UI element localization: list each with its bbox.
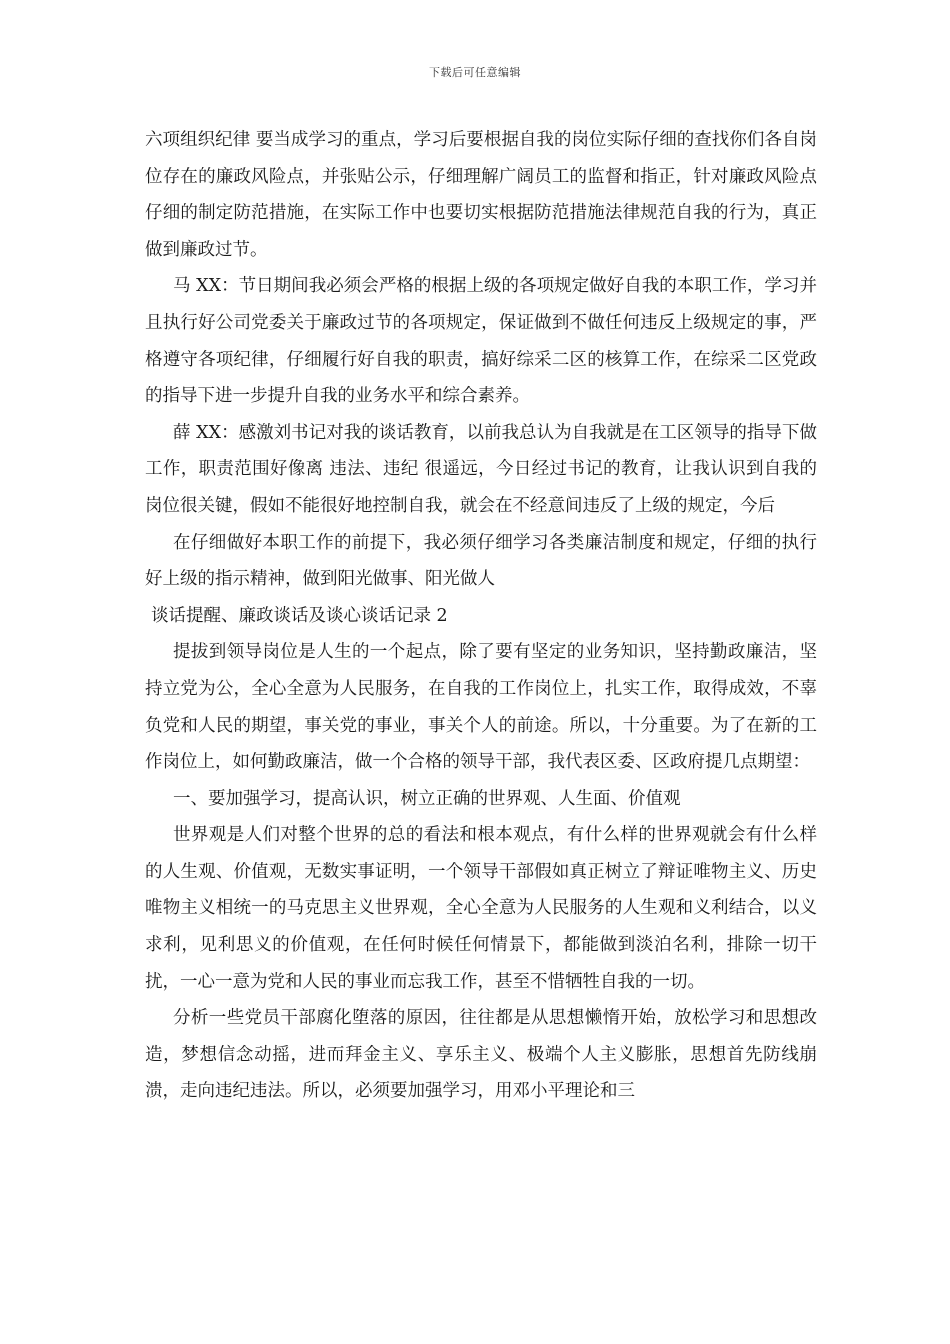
paragraph-continuation: 六项组织纪律 要当成学习的重点，学习后要根据自我的岗位实际仔细的查找你们各自岗位存在的廉政风险点，并张贴公示，仔细理解广阔员工的监督和指正，针对廉政风险点仔细的制定防范措施，在实际工作中也要切实根据防范措施法律规范自我的行为，真正做到廉政过节。: [145, 130, 817, 260]
section-heading: 谈话提醒、廉政谈话及谈心谈话记录 2: [151, 605, 448, 626]
subheading-point-one: 一、要加强学习，提高认识，树立正确的世界观、人生面、价值观: [173, 788, 681, 809]
paragraph-intro: 提拔到领导岗位是人生的一个起点，除了要有坚定的业务知识，坚持勤政廉洁，坚持立党为公，全心全意为人民服务，在自我的工作岗位上，扎实工作，取得成效，不辜负党和人民的期望，事关党的事业，事关个人的前途。所以，十分重要。为了在新的工作岗位上，如何勤政廉洁，做一个合格的领导干部，我代表区委、区政府提几点期望：: [145, 642, 817, 773]
page-header-note: 下载后可任意编辑: [429, 66, 521, 79]
document-body: [145, 122, 817, 1110]
paragraph-worldview: 世界观是人们对整个世界的总的看法和根本观点，有什么样的世界观就会有什么样的人生观、价值观，无数实事证明，一个领导干部假如真正树立了辩证唯物主义、历史唯物主义相统一的马克思主义世界观，全心全意为人民服务的人生观和义利结合，以义求利，见利思义的价值观，在任何时候任何情景下，都能做到淡泊名利，排除一切干扰，一心一意为党和人民的事业而忘我工作，甚至不惜牺牲自我的一切。: [145, 825, 817, 992]
paragraph-statement-ma: 马 XX：节日期间我必须会严格的根据上级的各项规定做好自我的本职工作，学习并且执行好公司党委关于廉政过节的各项规定，保证做到不做任何违反上级规定的事，严格遵守各项纪律，仔细履行好自我的职责，搞好综采二区的核算工作，在综采二区党政的指导下进一步提升自我的业务水平和综合素养。: [145, 276, 817, 407]
paragraph-analysis: 分析一些党员干部腐化堕落的原因，往往都是从思想懒惰开始，放松学习和思想改造，梦想信念动摇，进而拜金主义、享乐主义、极端个人主义膨胀，思想首先防线崩溃，走向违纪违法。所以，必须要加强学习，用邓小平理论和三: [145, 1008, 817, 1102]
paragraph-statement-xue: 薛 XX：感激刘书记对我的谈话教育，以前我总认为自我就是在工区领导的指导下做工作，职责范围好像离 违法、违纪 很遥远，今日经过书记的教育，让我认识到自我的岗位很关键，假如不能很好地控制自我，就会在不经意间违反了上级的规定，今后: [145, 422, 817, 516]
paragraph-commitment: 在仔细做好本职工作的前提下，我必须仔细学习各类廉洁制度和规定，仔细的执行好上级的指示精神，做到阳光做事、阳光做人: [145, 532, 817, 590]
